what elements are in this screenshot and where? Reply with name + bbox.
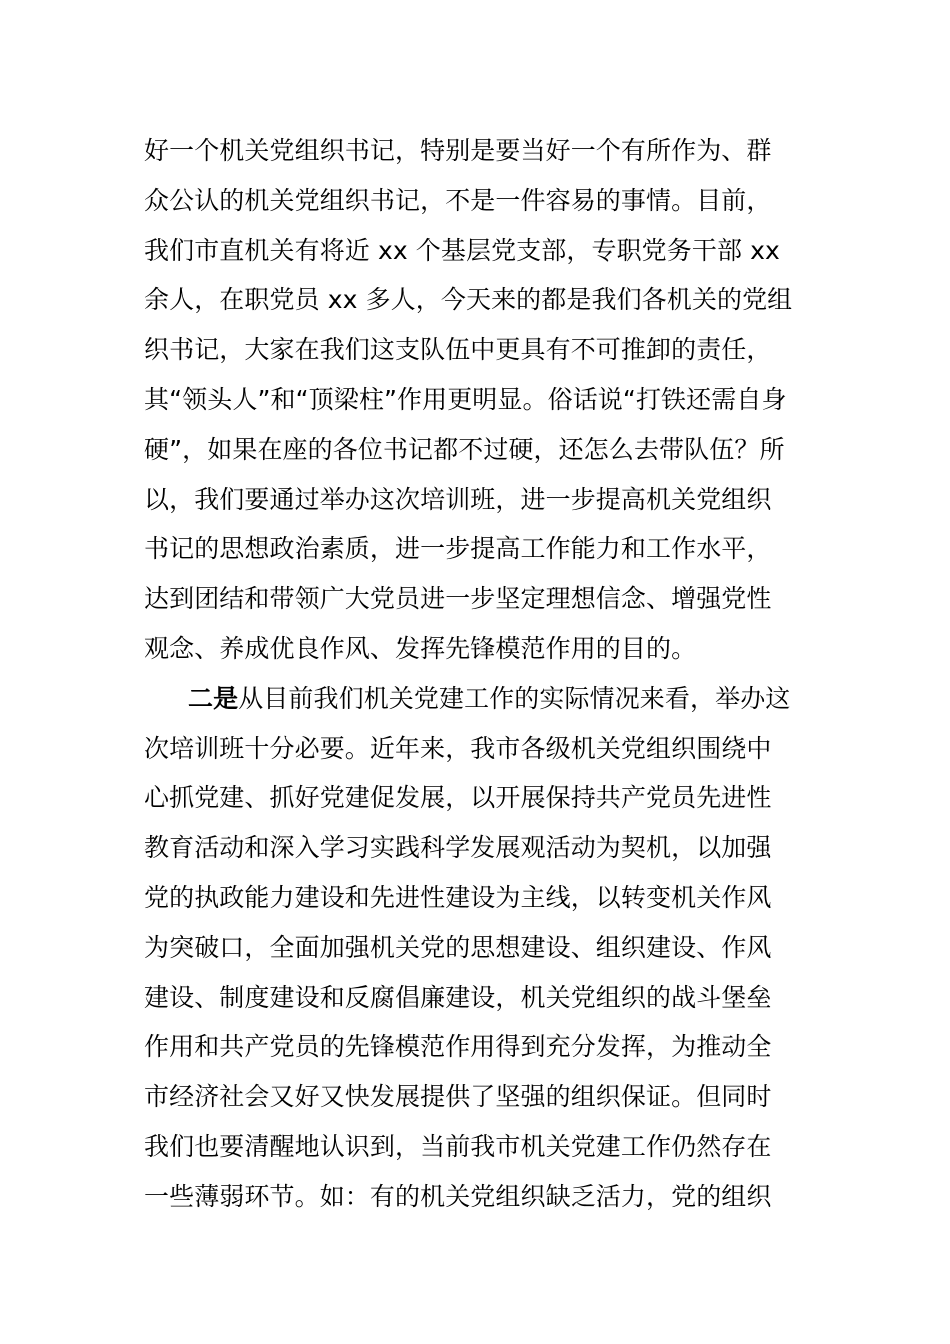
text-line: 次培训班十分必要。近年来，我市各级机关党组织围绕中 — [144, 733, 772, 763]
text-line: 为突破口，全面加强机关党的思想建设、组织建设、作风 — [144, 932, 772, 962]
text-line: 党的执政能力建设和先进性建设为主线，以转变机关作风 — [144, 882, 772, 912]
text-line: 硬”，如果在座的各位书记都不过硬，还怎么去带队伍？所 — [144, 434, 785, 464]
paragraph-2-first-line — [144, 674, 824, 724]
text-line: 好一个机关党组织书记，特别是要当好一个有所作为、群 — [144, 136, 772, 165]
text-line: 书记的思想政治素质，进一步提高工作能力和工作水平， — [144, 534, 772, 564]
text-line: 以，我们要通过举办这次培训班，进一步提高机关党组织 — [144, 484, 772, 514]
text-line: 作用和共产党员的先锋模范作用得到充分发挥，为推动全 — [144, 1032, 772, 1062]
text-line: 达到团结和带领广大党员进一步坚定理想信念、增强党性 — [144, 584, 772, 614]
text-line: 一些薄弱环节。如：有的机关党组织缺乏活力，党的组织 — [144, 1181, 772, 1211]
text-line: 教育活动和深入学习实践科学发展观活动为契机，以加强 — [144, 833, 772, 863]
text-line: 我们市直机关有将近 xx 个基层党支部，专职党务干部 xx — [144, 235, 780, 265]
text-line: 其“领头人”和“顶梁柱”作用更明显。俗话说“打铁还需自身 — [144, 384, 787, 414]
paragraph-first-line-text: 从目前我们机关党建工作的实际情况来看，举办这 — [238, 683, 791, 713]
text-line: 织书记，大家在我们这支队伍中更具有不可推卸的责任， — [144, 335, 772, 365]
body-text — [144, 126, 824, 1222]
text-line: 心抓党建、抓好党建促发展，以开展保持共产党员先进性 — [144, 783, 772, 813]
text-line: 建设、制度建设和反腐倡廉建设，机关党组织的战斗堡垒 — [144, 982, 772, 1012]
text-line: 观念、养成优良作风、发挥先锋模范作用的目的。 — [144, 633, 697, 663]
text-line: 我们也要清醒地认识到，当前我市机关党建工作仍然存在 — [144, 1131, 772, 1161]
text-line: 市经济社会又好又快发展提供了坚强的组织保证。但同时 — [144, 1082, 772, 1112]
paragraph-lead: 二是 — [188, 683, 239, 713]
text-line: 余人，在职党员 xx 多人，今天来的都是我们各机关的党组 — [144, 285, 793, 315]
text-line: 众公认的机关党组织书记，不是一件容易的事情。目前， — [144, 185, 772, 215]
